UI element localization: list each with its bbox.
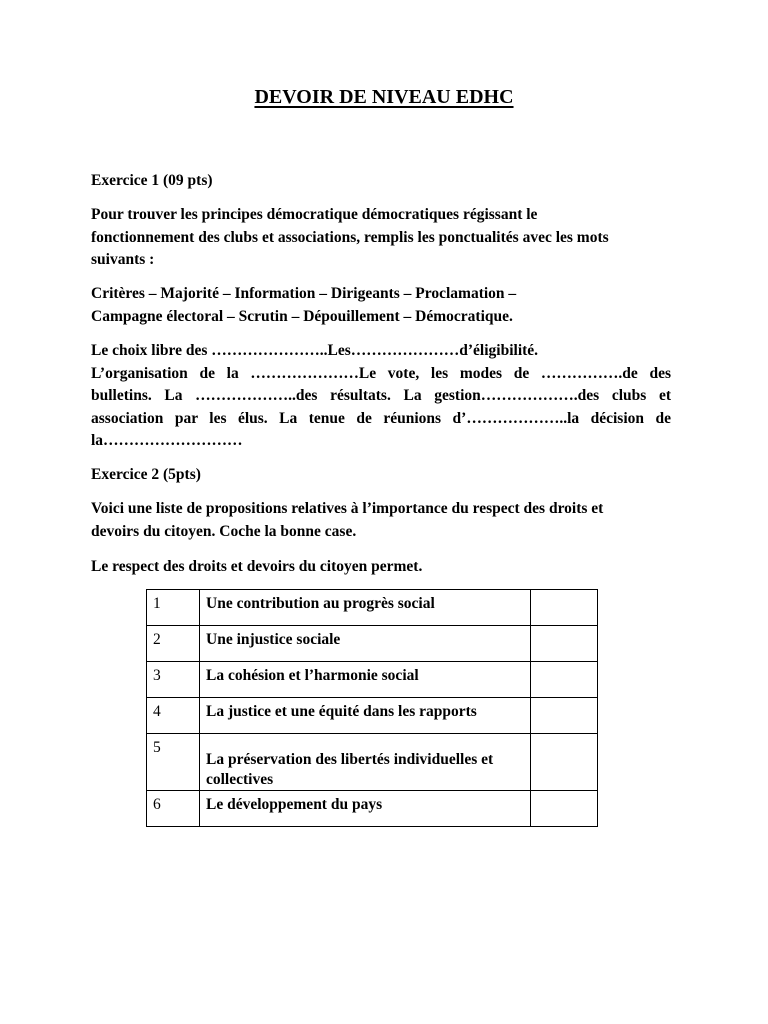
exercise2-instruction-line: Voici une liste de propositions relatives à l’importance du respect des droits et <box>91 500 604 517</box>
row-number: 6 <box>147 791 200 827</box>
proposition-text-line: collectives <box>206 771 274 788</box>
table-row <box>147 662 598 698</box>
propositions-table <box>146 589 598 827</box>
check-box-cell[interactable] <box>531 590 598 626</box>
row-number: 4 <box>147 698 200 734</box>
exercise1-heading: Exercice 1 (09 pts) <box>91 172 213 189</box>
check-box-cell[interactable] <box>531 662 598 698</box>
proposition-text: Une injustice sociale <box>200 626 531 662</box>
row-number: 1 <box>147 590 200 626</box>
check-box-cell[interactable] <box>531 698 598 734</box>
exercise2-instruction <box>91 498 671 543</box>
exercise1-instruction-line: Pour trouver les principes démocratique démocratiques régissant le <box>91 206 538 223</box>
proposition-text-line: La préservation des libertés individuelles et <box>206 751 494 768</box>
word-list-line: Campagne électoral – Scrutin – Dépouillement – Démocratique. <box>91 307 513 325</box>
exercise2-heading: Exercice 2 (5pts) <box>91 466 201 483</box>
exercise2-instruction-line: devoirs du citoyen. Coche la bonne case. <box>91 522 357 540</box>
fill-text-line: bulletins. La ………………..des résultats. La gestion……………….des clubs et <box>91 387 671 404</box>
row-number: 3 <box>147 662 200 698</box>
table-row <box>147 626 598 662</box>
page-title: DEVOIR DE NIVEAU EDHC <box>254 86 514 108</box>
proposition-text <box>200 734 531 791</box>
proposition-text: La justice et une équité dans les rapports <box>200 698 531 734</box>
fill-text-line: la……………………… <box>91 432 243 449</box>
row-number: 2 <box>147 626 200 662</box>
word-list-line: Critères – Majorité – Information – Dirigeants – Proclamation – <box>91 285 517 302</box>
exercise2-lead: Le respect des droits et devoirs du citoyen permet. <box>91 558 423 575</box>
row-number: 5 <box>147 734 200 791</box>
check-box-cell[interactable] <box>531 791 598 827</box>
proposition-text: La cohésion et l’harmonie social <box>200 662 531 698</box>
check-box-cell[interactable] <box>531 626 598 662</box>
exercise1-word-list <box>91 283 671 328</box>
fill-text-line: association par les élus. La tenue de réunions d’………………..la décision de <box>91 409 671 427</box>
exercise1-instruction <box>91 204 671 272</box>
check-box-cell[interactable] <box>531 734 598 791</box>
table-row <box>147 791 598 827</box>
table-row <box>147 590 598 626</box>
exercise1-fill-text <box>91 340 671 453</box>
table-row <box>147 734 598 791</box>
table-row <box>147 698 598 734</box>
proposition-text: Une contribution au progrès social <box>200 590 531 626</box>
fill-text-line: Le choix libre des …………………..Les…………………d’éligibilité. <box>91 342 539 359</box>
exercise1-instruction-line: fonctionnement des clubs et associations, remplis les ponctualités avec les mots <box>91 228 609 246</box>
exercise1-instruction-line: suivants : <box>91 251 155 268</box>
proposition-text: Le développement du pays <box>200 791 531 827</box>
fill-text-line: L’organisation de la …………………Le vote, les modes de …………….de des <box>91 364 671 382</box>
